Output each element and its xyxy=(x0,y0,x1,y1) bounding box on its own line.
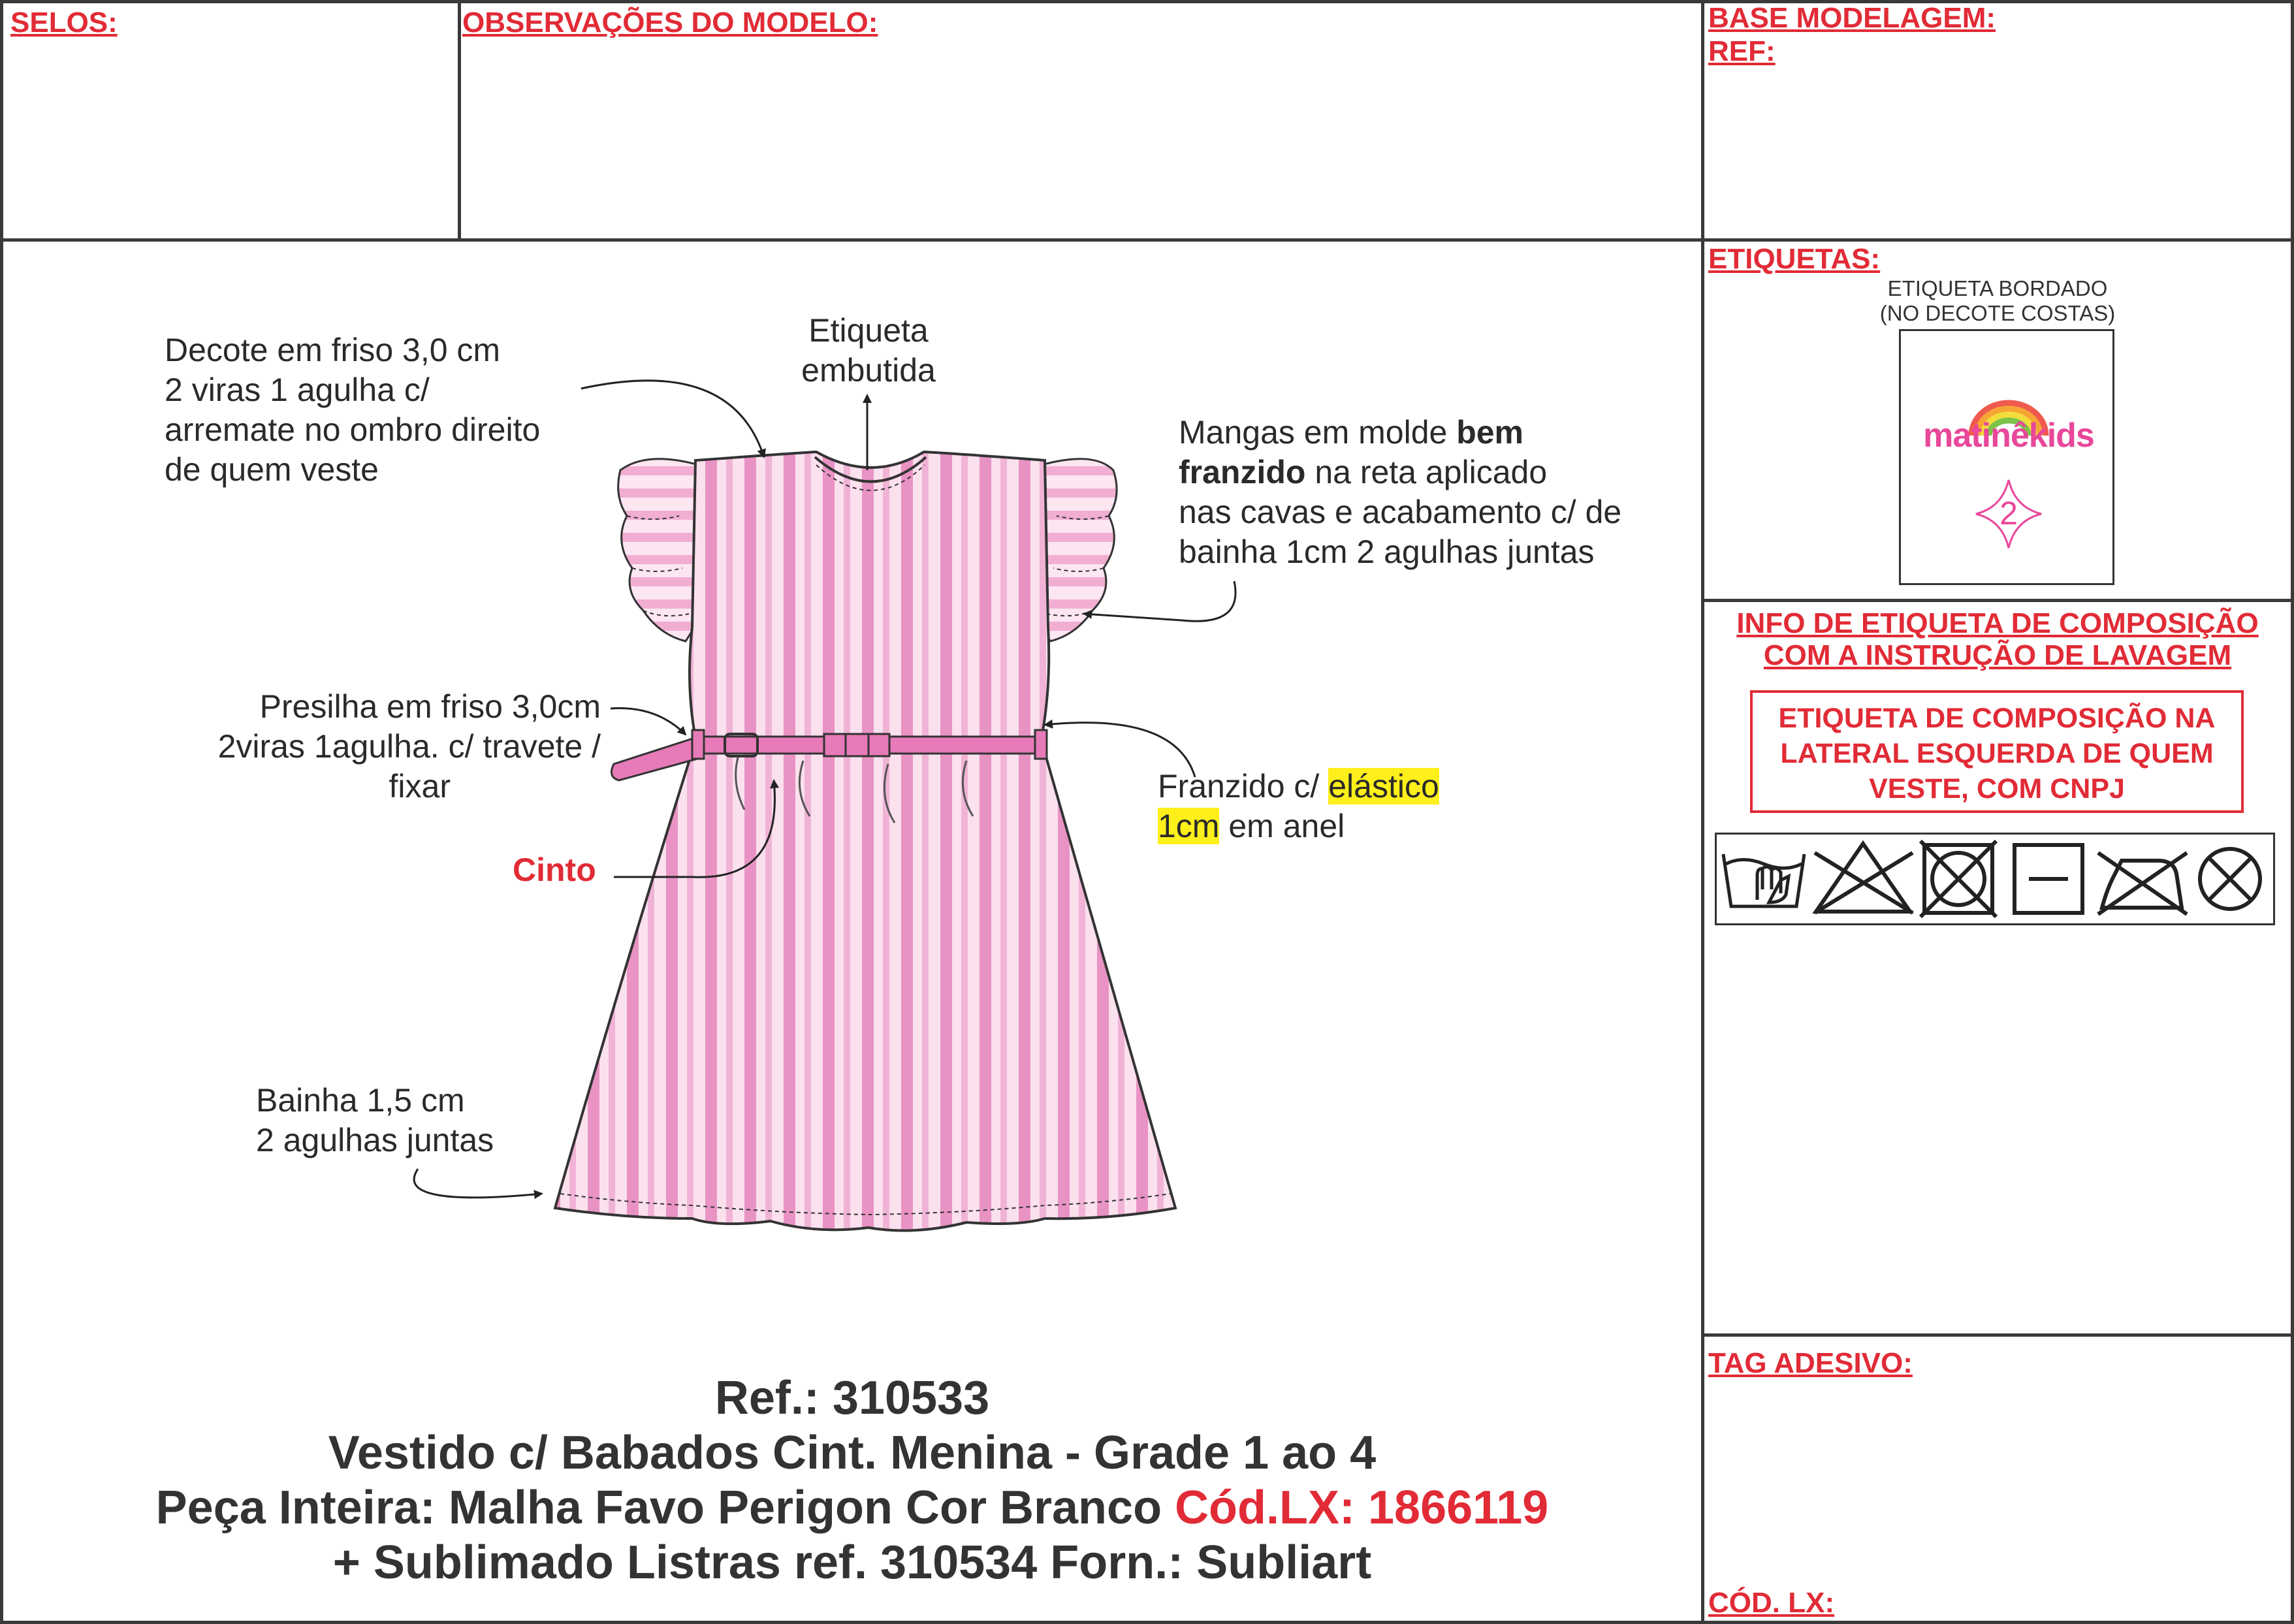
composition-box-line3: VESTE, COM CNPJ xyxy=(1869,772,2125,804)
composition-heading-line2: COM A INSTRUÇÃO DE LAVAGEM xyxy=(1763,639,2232,672)
observacoes-header: OBSERVAÇÕES DO MODELO: xyxy=(462,7,878,39)
mangas-line2-b: na reta aplicado xyxy=(1305,454,1548,490)
presilha-leader xyxy=(611,709,686,735)
decote-line2: 2 viras 1 agulha c/ xyxy=(165,372,430,408)
franzido-d: em anel xyxy=(1219,808,1345,844)
product-ref: Ref.: 310533 xyxy=(714,1372,990,1424)
hand-wash-icon xyxy=(1723,854,1804,906)
mangas-leader xyxy=(1084,581,1235,621)
cod-lx-value: Cód.LX: 1866119 xyxy=(1175,1482,1549,1534)
decote-line1: Decote em friso 3,0 cm xyxy=(165,332,501,368)
composition-heading-line1: INFO DE ETIQUETA DE COMPOSIÇÃO xyxy=(1736,607,2259,639)
mangas-line2 xyxy=(1179,453,1621,492)
line-dry-icon xyxy=(2015,845,2082,913)
mangas-line1-a: Mangas em molde xyxy=(1179,414,1457,451)
brand-logo: matinêkids xyxy=(1923,417,2094,454)
etiqueta-line1: Etiqueta xyxy=(808,312,929,349)
franzido-b: elástico xyxy=(1328,768,1439,804)
presilha-line1: Presilha em friso 3,0cm xyxy=(259,688,601,725)
presilha-note xyxy=(196,687,601,806)
no-dry-clean-icon xyxy=(2200,849,2260,909)
care-symbols-box xyxy=(1715,833,2275,925)
bainha-note xyxy=(256,1081,494,1160)
presilha-line2: 2viras 1agulha. c/ travete / xyxy=(217,728,601,765)
decote-leader xyxy=(581,381,764,457)
right-sleeve-ruffle xyxy=(1042,459,1117,641)
label-caption xyxy=(1701,276,2294,326)
product-sublimado: + Sublimado Listras ref. 310534 Forn.: Subliart xyxy=(332,1536,1372,1589)
mangas-line4: bainha 1cm 2 agulhas juntas xyxy=(1179,533,1595,570)
etiqueta-note xyxy=(771,311,966,390)
size-number: 2 xyxy=(1999,495,2018,532)
fabric-text: Peça Inteira: Malha Favo Perigon Cor Branco xyxy=(155,1482,1175,1534)
no-tumble-dry-icon xyxy=(1920,841,1996,917)
composition-heading xyxy=(1701,607,2294,672)
label-caption-line2: (NO DECOTE COSTAS) xyxy=(1879,300,2116,325)
franzido-line2 xyxy=(1158,806,1439,846)
mangas-line1 xyxy=(1179,413,1621,453)
decote-note xyxy=(165,330,540,490)
ref-header: REF: xyxy=(1708,35,1776,67)
bainha-line2: 2 agulhas juntas xyxy=(256,1122,494,1158)
mangas-line3: nas cavas e acabamento c/ de xyxy=(1179,494,1622,530)
embroidered-label xyxy=(1899,329,2114,585)
dress-skirt xyxy=(555,741,1175,1231)
dress-bodice xyxy=(690,452,1049,738)
etiqueta-line2: embutida xyxy=(801,352,936,389)
mangas-note xyxy=(1179,413,1621,572)
mangas-line1-b: bem xyxy=(1456,414,1524,451)
franzido-c: 1cm xyxy=(1158,808,1220,844)
presilha-line3: fixar xyxy=(389,768,451,804)
product-fabric xyxy=(0,1481,1704,1535)
selos-header: SELOS: xyxy=(10,7,118,39)
mangas-line2-a: franzido xyxy=(1179,454,1306,490)
cod-lx-header: CÓD. LX: xyxy=(1708,1587,1835,1619)
base-modelagem-header: BASE MODELAGEM: xyxy=(1708,2,1996,34)
product-name: Vestido c/ Babados Cint. Menina - Grade 1 ao 4 xyxy=(328,1427,1377,1479)
decote-line3: arremate no ombro direito xyxy=(165,411,541,448)
bainha-leader xyxy=(414,1169,542,1198)
cinto-note: Cinto xyxy=(513,852,596,888)
composition-box xyxy=(1750,690,2244,813)
no-iron-icon xyxy=(2098,853,2187,914)
left-sleeve-ruffle xyxy=(618,459,699,641)
franzido-a: Franzido c/ xyxy=(1158,768,1329,804)
label-caption-line1: ETIQUETA BORDADO xyxy=(1887,276,2108,300)
etiquetas-header: ETIQUETAS: xyxy=(1708,243,1881,275)
franzido-line1 xyxy=(1158,767,1439,806)
decote-line4: de quem veste xyxy=(165,451,379,488)
composition-box-line2: LATERAL ESQUERDA DE QUEM xyxy=(1780,737,2214,769)
tag-adesivo-header: TAG ADESIVO: xyxy=(1708,1347,1913,1379)
bainha-line1: Bainha 1,5 cm xyxy=(256,1082,465,1119)
no-bleach-icon xyxy=(1815,844,1913,913)
composition-box-line1: ETIQUETA DE COMPOSIÇÃO NA xyxy=(1778,703,2216,734)
franzido-note xyxy=(1158,767,1439,846)
base-modelagem-cell xyxy=(1701,0,2294,242)
care-symbols xyxy=(1717,835,2273,923)
